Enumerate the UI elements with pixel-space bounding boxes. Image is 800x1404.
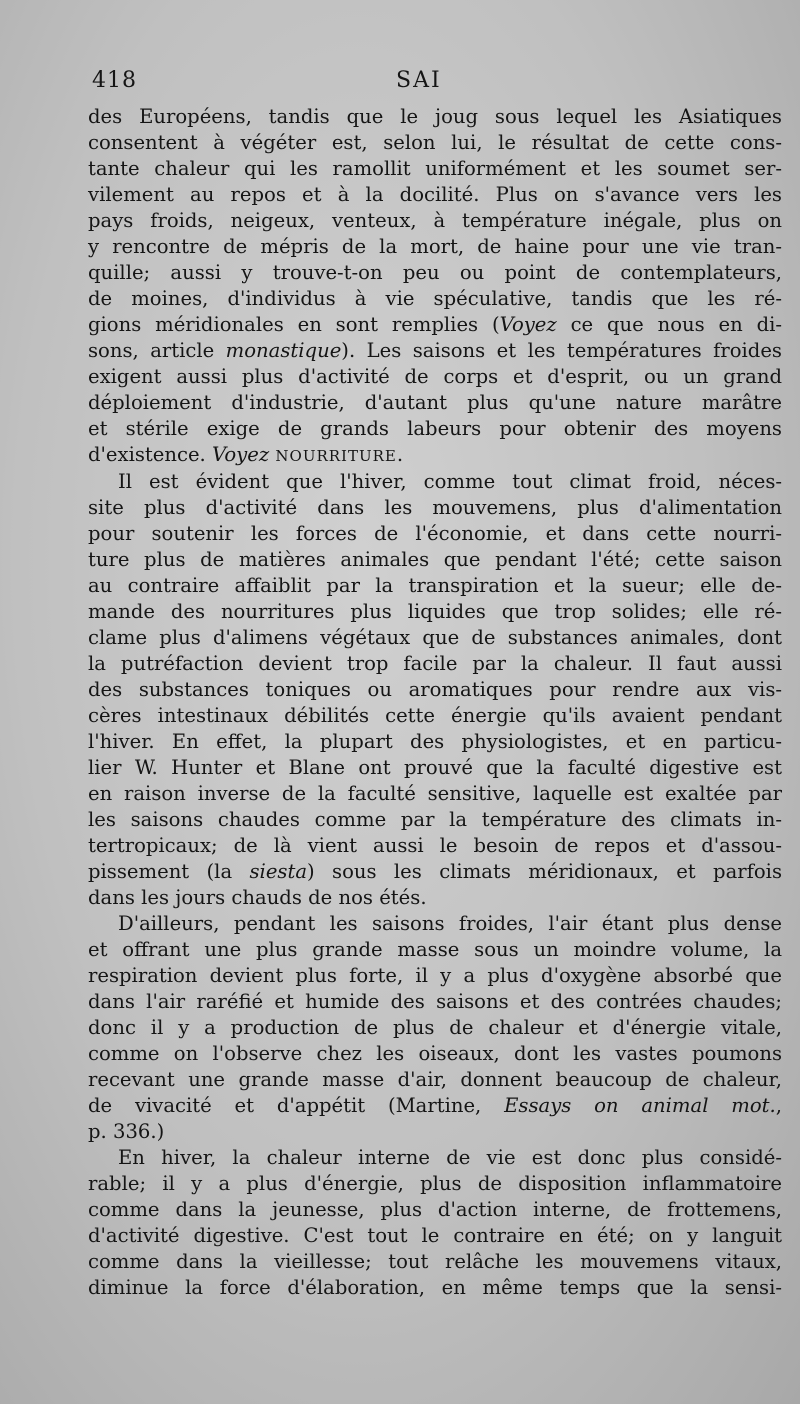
running-head: SAI bbox=[396, 68, 442, 93]
text-line: respiration devient plus forte, il y a plus d'oxygène absorbé que bbox=[88, 964, 782, 987]
text-segment: de vivacité et d'appétit (Martine, bbox=[88, 1094, 505, 1117]
text-line: de moines, d'individus à vie spéculative, tandis que les ré- bbox=[88, 287, 782, 310]
text-line: déploiement d'industrie, d'autant plus qu'une nature marâtre bbox=[88, 391, 782, 414]
text-line bbox=[88, 338, 782, 364]
text-line: vilement au repos et à la docilité. Plus on s'avance vers les bbox=[88, 183, 782, 206]
page-number: 418 bbox=[92, 68, 137, 93]
text-line: diminue la force d'élaboration, en même temps que la sensi- bbox=[88, 1276, 782, 1299]
text-line bbox=[88, 312, 782, 338]
text-line: tertropicaux; de là vient aussi le besoin de repos et d'assou- bbox=[88, 834, 782, 857]
text-line: cères intestinaux débilités cette énergie qu'ils avaient pendant bbox=[88, 704, 782, 727]
text-line: d'activité digestive. C'est tout le contraire en été; on y languit bbox=[88, 1224, 782, 1247]
text-line: dans l'air raréfié et humide des saisons et des contrées chaudes; bbox=[88, 990, 782, 1013]
text-line: en raison inverse de la faculté sensitive, laquelle est exaltée par bbox=[88, 782, 782, 805]
text-line: mande des nourritures plus liquides que trop solides; elle ré- bbox=[88, 600, 782, 623]
text-line: des Européens, tandis que le joug sous lequel les Asiatiques bbox=[88, 105, 782, 128]
text-line: comme on l'observe chez les oiseaux, dont les vastes poumons bbox=[88, 1042, 782, 1065]
text-segment: . bbox=[396, 443, 404, 466]
text-line bbox=[88, 859, 782, 885]
text-line: En hiver, la chaleur interne de vie est donc plus considé- bbox=[118, 1146, 782, 1169]
text-line: comme dans la jeunesse, plus d'action interne, de frottemens, bbox=[88, 1198, 782, 1221]
text-segment-italic: Voyez bbox=[499, 313, 557, 336]
text-line: et stérile exige de grands labeurs pour obtenir des moyens bbox=[88, 417, 782, 440]
text-segment: ce que nous en di- bbox=[556, 313, 782, 336]
text-segment: gions méridionales en sont remplies ( bbox=[88, 313, 500, 336]
text-line: rable; il y a plus d'énergie, plus de disposition inflammatoire bbox=[88, 1172, 782, 1195]
body-text bbox=[88, 104, 782, 1301]
text-segment: , bbox=[775, 1094, 782, 1117]
text-line: consentent à végéter est, selon lui, le résultat de cette cons- bbox=[88, 131, 782, 154]
book-page bbox=[88, 64, 782, 1301]
text-line: au contraire affaiblit par la transpiration et la sueur; elle de- bbox=[88, 574, 782, 597]
text-line: et offrant une plus grande masse sous un moindre volume, la bbox=[88, 938, 782, 961]
text-line: donc il y a production de plus de chaleur et d'énergie vitale, bbox=[88, 1016, 782, 1039]
text-line: quille; aussi y trouve-t-on peu ou point de contemplateurs, bbox=[88, 261, 782, 284]
text-segment-italic: monastique bbox=[225, 339, 342, 362]
text-line: clame plus d'alimens végétaux que de substances animales, dont bbox=[88, 626, 782, 649]
text-line: des substances toniques ou aromatiques pour rendre aux vis- bbox=[88, 678, 782, 701]
text-segment-italic: Voyez bbox=[212, 443, 270, 466]
text-line: y rencontre de mépris de la mort, de haine pour une vie tran- bbox=[88, 235, 782, 258]
text-line: pour soutenir les forces de l'économie, et dans cette nourri- bbox=[88, 522, 782, 545]
text-line: les saisons chaudes comme par la température des climats in- bbox=[88, 808, 782, 831]
text-line bbox=[88, 442, 782, 469]
text-line: ture plus de matières animales que pendant l'été; cette saison bbox=[88, 548, 782, 571]
text-line: la putréfaction devient trop facile par la chaleur. Il faut aussi bbox=[88, 652, 782, 675]
text-segment-italic: Essays on animal mot. bbox=[504, 1094, 776, 1117]
text-line: recevant une grande masse d'air, donnent beaucoup de chaleur, bbox=[88, 1068, 782, 1091]
text-segment: sons, article bbox=[88, 339, 226, 362]
text-line: site plus d'activité dans les mouvemens, plus d'alimentation bbox=[88, 496, 782, 519]
text-line: Il est évident que l'hiver, comme tout climat froid, néces- bbox=[118, 470, 782, 493]
text-line: dans les jours chauds de nos étés. bbox=[88, 886, 427, 909]
text-segment: ) sous les climats méridionaux, et parfois bbox=[307, 860, 783, 883]
page-header bbox=[88, 64, 782, 104]
text-line: exigent aussi plus d'activité de corps et d'esprit, ou un grand bbox=[88, 365, 782, 388]
text-segment: d'existence. bbox=[88, 443, 213, 466]
cross-reference: NOURRITURE bbox=[275, 447, 397, 465]
text-line: l'hiver. En effet, la plupart des physiologistes, et en particu- bbox=[88, 730, 782, 753]
text-line: p. 336.) bbox=[88, 1120, 165, 1143]
text-segment: pissement (la bbox=[88, 860, 250, 883]
text-line bbox=[88, 1093, 782, 1119]
text-line: tante chaleur qui les ramollit uniformément et les soumet ser- bbox=[88, 157, 782, 180]
text-line: comme dans la vieillesse; tout relâche les mouvemens vitaux, bbox=[88, 1250, 782, 1273]
text-line: pays froids, neigeux, venteux, à température inégale, plus on bbox=[88, 209, 782, 232]
text-segment: ). Les saisons et les températures froides bbox=[341, 339, 782, 362]
text-line: D'ailleurs, pendant les saisons froides, l'air étant plus dense bbox=[118, 912, 782, 935]
text-segment-italic: siesta bbox=[249, 860, 308, 883]
text-line: lier W. Hunter et Blane ont prouvé que la faculté digestive est bbox=[88, 756, 782, 779]
